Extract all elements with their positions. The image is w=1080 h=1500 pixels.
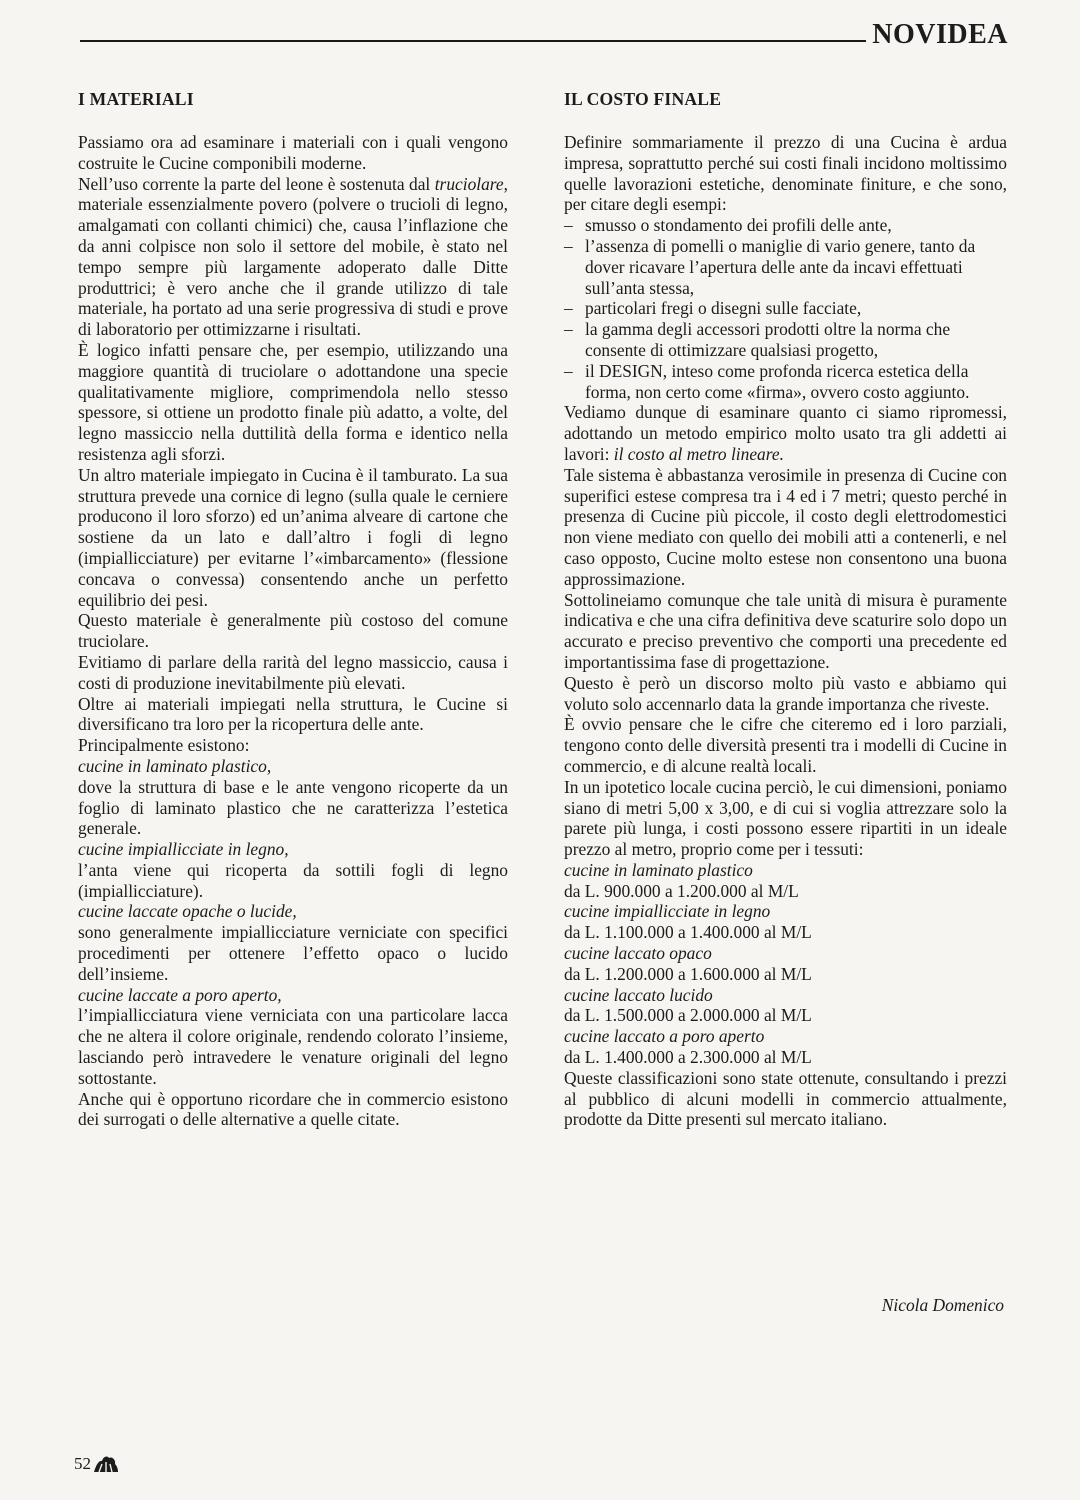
list-item-text: il DESIGN, inteso come profonda ricerca estetica della forma, non certo come «firma», ovvero costo aggiunto. — [585, 360, 970, 402]
costo-intro-paragraph: Definire sommariamente il prezzo di una Cucina è ardua impresa, soprattutto perché sui costi finali incidono moltissimo quelle lavorazioni estetiche, denominate finiture, e che sono, per citare degli esempi: — [564, 132, 1007, 215]
price-range: da L. 1.200.000 a 1.600.000 al M/L — [564, 963, 812, 984]
materiali-paragraph: sono generalmente impiallicciature verniciate con specifici procedimenti per ottenere l’effetto opaco o lucido dell’insieme. — [78, 922, 508, 984]
price-category-label: cucine laccato opaco — [564, 943, 712, 964]
costo-paragraph: Sottolineiamo comunque che tale unità di misura è puramente indicativa e che una cifra definitiva deve scaturire solo dopo un accurato e preciso preventivo che comporti una precedente ed importantissima fase di progettazione. — [564, 589, 1007, 672]
closing-paragraph: Queste classificazioni sono state ottenute, consultando i prezzi al pubblico di alcuni modelli in commercio attualmente, prodotte da Ditte presenti sul mercato italiano. — [564, 1067, 1007, 1130]
page-number: 52 — [74, 1454, 91, 1473]
costo-paragraph: È ovvio pensare che le cifre che citeremo ed i loro parziali, tengono conto delle diversità presenti tra i modelli di Cucine in commercio, e di alcune realtà locali. — [564, 714, 1007, 776]
list-dash: – — [564, 215, 573, 236]
list-dash: – — [564, 298, 573, 319]
price-range: da L. 1.400.000 a 2.300.000 al M/L — [564, 1047, 812, 1068]
method-emphasis: il costo al metro lineare. — [613, 443, 784, 464]
price-category-label: cucine laccato a poro aperto — [564, 1026, 765, 1047]
kitchen-type-label: cucine laccate a poro aperto, — [78, 984, 282, 1005]
price-range: da L. 1.100.000 a 1.400.000 al M/L — [564, 922, 812, 943]
materiali-paragraph: Anche qui è opportuno ricordare che in commercio esistono dei surrogati o delle alternative a quelle citate. — [78, 1088, 508, 1130]
kitchen-type-label: cucine in laminato plastico, — [78, 755, 272, 776]
term-emphasis: truciolare — [434, 173, 504, 194]
costo-paragraph: Tale sistema è abbastanza verosimile in presenza di Cucine con superifici estese compresa tra i 4 ed i 7 metri; questo perché in presenza di Cucine più piccole, il costo degli elettrodomestici non viene mediato con quello dei mobili atti a contenerli, e nel caso opposto, Cucine molto estese non consentono una buona approssimazione. — [564, 464, 1007, 589]
column-costo-finale — [564, 88, 1007, 1130]
materiali-paragraph: Principalmente esistono: — [78, 735, 250, 756]
kitchen-type-label: cucine impiallicciate in legno, — [78, 839, 289, 860]
materiali-paragraph: l’anta viene qui ricoperta da sottili fogli di legno (impiallicciature). — [78, 859, 508, 901]
finiture-list — [564, 215, 1007, 402]
publisher-logo-icon — [93, 1455, 119, 1473]
section-heading-materiali: I MATERIALI — [78, 89, 194, 109]
finiture-list-item — [564, 215, 1007, 236]
list-item-text: l’assenza di pomelli o maniglie di vario genere, tanto da dover ricavare l’apertura delle ante da incavi effettuati sull’anta stessa, — [585, 235, 976, 298]
magazine-brand: NOVIDEA — [872, 19, 1008, 50]
method-paragraph: Vediamo dunque di esaminare quanto ci siamo ripromessi, adottando un metodo empirico molto usato tra gli addetti ai lavori: il costo al metro lineare. — [564, 402, 1007, 464]
kitchen-type-label: cucine laccate opache o lucide, — [78, 901, 297, 922]
costo-body — [564, 465, 1007, 860]
price-range: da L. 1.500.000 a 2.000.000 al M/L — [564, 1005, 812, 1026]
price-category-label: cucine impiallicciate in legno — [564, 901, 771, 922]
finiture-list-item — [564, 298, 1007, 319]
paragraph-text: , materiale essenzialmente povero (polvere o trucioli di legno, amalgamati con collanti chimici) che, causa l’inflazione che da anni colpisce non solo il settore del mobile, è stato nel tempo sempre più largamente adoperato dalle Ditte produttrici; è vero anche che il grande utilizzo di tale materiale, ha portato ad una serie progressiva di studi e prove di laboratorio per ottimizzarne i risultati. — [78, 173, 508, 340]
materiali-body — [78, 132, 508, 1130]
page-footer — [74, 1452, 119, 1476]
finiture-list-item — [564, 361, 1007, 403]
materiali-paragraph: È logico infatti pensare che, per esempio, utilizzando una maggiore quantità di truciolare o adottandone una specie qualitativamente migliore, comprimendola nello stesso spessore, si ottiene un prodotto finale più adatto, a volte, del legno massiccio nella duttilità della forma e identico nella resistenza agli sforzi. — [78, 339, 508, 464]
header-rule — [80, 40, 866, 42]
author-signature: Nicola Domenico — [881, 1295, 1004, 1315]
price-range: da L. 900.000 a 1.200.000 al M/L — [564, 880, 799, 901]
materiali-paragraph: Un altro materiale impiegato in Cucina è il tamburato. La sua struttura prevede una cornice di legno (sulla quale le cerniere producono il loro sforzo) ed un’anima alveare di cartone che sostiene da un lato e dall’altro i fogli di legno (impiallicciature) per evitarne l’«imbarcamento» (flessione concava o convessa) consentendo anche un perfetto equilibrio dei pesi. — [78, 464, 508, 610]
materiali-paragraph: Passiamo ora ad esaminare i materiali con i quali vengono costruite le Cucine componibili moderne. — [78, 132, 508, 173]
materiali-paragraph: l’impiallicciatura viene verniciata con una particolare lacca che ne altera il colore originale, rendendo colorato l’insieme, lasciando però intravedere le venature originali del legno sottostante. — [78, 1005, 508, 1088]
column-materiali — [78, 88, 508, 1130]
section-heading-costo-finale: IL COSTO FINALE — [564, 89, 722, 109]
materiali-paragraph: Evitiamo di parlare della rarità del legno massiccio, causa i costi di produzione inevitabilmente più elevati. — [78, 651, 508, 693]
list-dash: – — [564, 360, 573, 381]
price-list — [564, 860, 1007, 1068]
costo-paragraph: Questo è però un discorso molto più vasto e abbiamo qui voluto solo accennarlo data la grande importanza che riveste. — [564, 672, 1007, 714]
costo-paragraph: In un ipotetico locale cucina perciò, le cui dimensioni, poniamo siano di metri 5,00 x 3,00, e di cui si voglia attrezzare solo la parete più lunga, i costi possono essere ripartiti in un ideale prezzo al metro, proprio come per i tessuti: — [564, 776, 1007, 860]
finiture-list-item — [564, 319, 1007, 361]
list-item-text: particolari fregi o disegni sulle facciate, — [585, 298, 862, 319]
paragraph-text: Nell’uso corrente la parte del leone è sostenuta dal — [78, 173, 435, 194]
price-category-label: cucine laccato lucido — [564, 984, 713, 1005]
finiture-list-item — [564, 236, 1007, 298]
materiali-paragraph: dove la struttura di base e le ante vengono ricoperte da un foglio di laminato plastico che ne caratterizza l’estetica generale. — [78, 776, 508, 839]
materiali-paragraph: Oltre ai materiali impiegati nella struttura, le Cucine si diversificano tra loro per la ricopertura delle ante. — [78, 693, 508, 735]
price-category-label: cucine in laminato plastico — [564, 859, 753, 880]
list-item-text: la gamma degli accessori prodotti oltre la norma che consente di ottimizzare qualsiasi progetto, — [585, 319, 951, 360]
list-dash: – — [564, 319, 573, 340]
list-item-text: smusso o stondamento dei profili delle ante, — [585, 215, 892, 236]
materiali-paragraph — [78, 174, 508, 340]
list-dash: – — [564, 235, 573, 256]
materiali-paragraph: Questo materiale è generalmente più costoso del comune truciolare. — [78, 610, 508, 652]
